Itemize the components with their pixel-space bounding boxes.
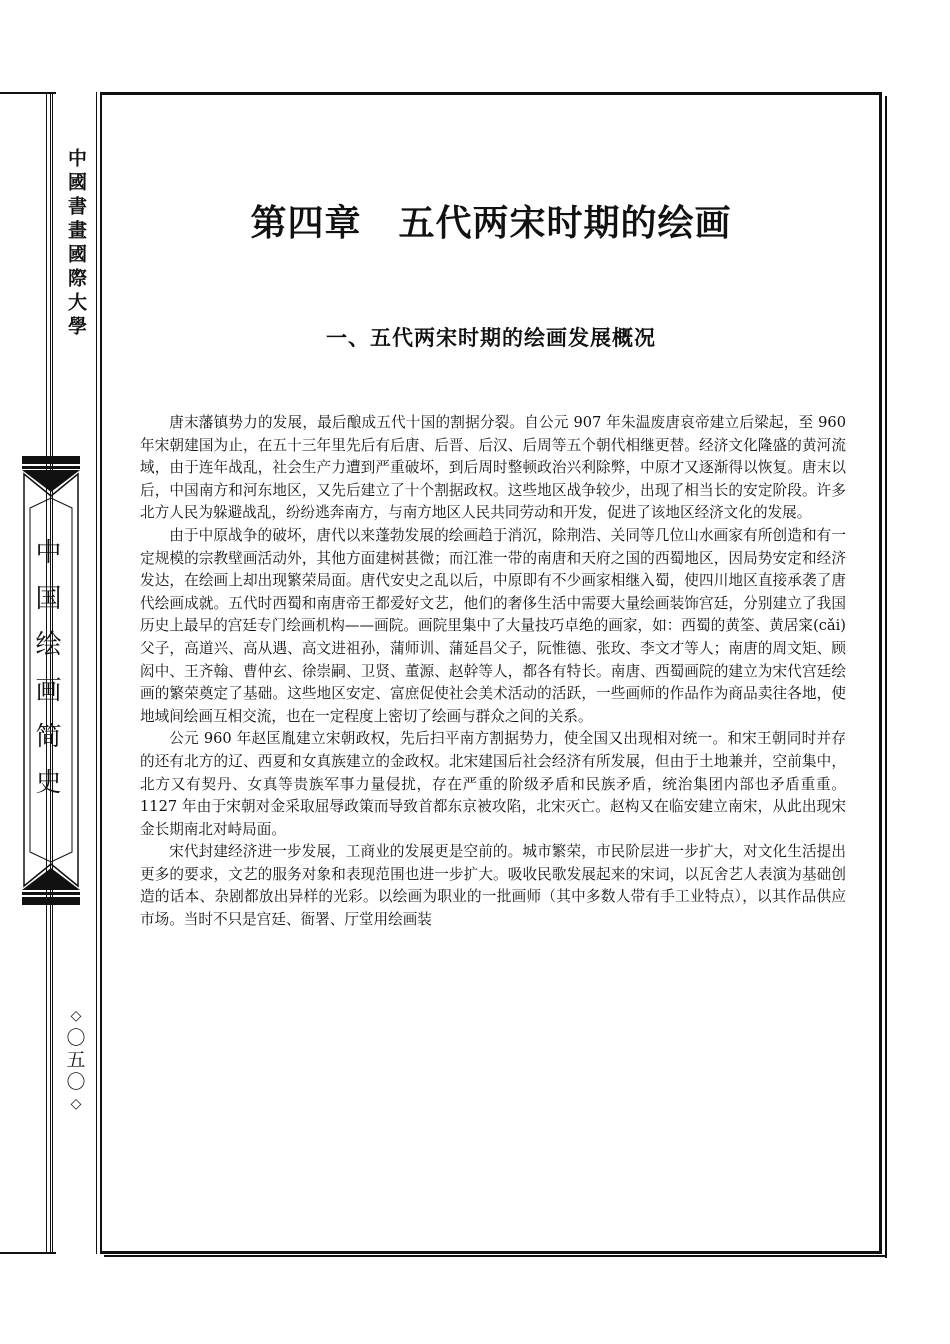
section-title: 一、五代两宋时期的绘画发展概况 xyxy=(326,326,656,350)
page-number-digit-1: 〇 xyxy=(66,1027,86,1049)
frame-shadow-bottom xyxy=(104,1255,887,1257)
frame-shadow-right xyxy=(885,96,887,1258)
page-number-digit-3: 〇 xyxy=(66,1071,86,1093)
panel-bottom-bar-thin xyxy=(22,892,80,895)
page-number-ornament-top: ◇ xyxy=(70,1008,82,1024)
frame-left-rule xyxy=(100,92,102,1254)
paragraph: 公元 960 年赵匡胤建立宋朝政权，先后扫平南方割据势力，使全国又出现相对统一。和宋王朝同时并存的还有北方的辽、西夏和女真族建立的金政权。北宋建国后社会经济有所发展，但由于土地兼并，空前集中，北方又有契丹、女真等贵族军事力量侵扰，存在严重的阶级矛盾和民族矛盾，统治集团内部也矛盾重重。1127 年由于宋朝对金采取屈辱政策而导致首都东京被攻陷，北宋灭亡。赵构又在临安建立南宋，从此出现宋金长期南北对峙局面。 xyxy=(140,730,846,838)
margin-rule-4 xyxy=(96,92,97,1254)
university-name: 中國書畫國際大學 xyxy=(65,148,87,340)
panel-top-bar xyxy=(22,456,80,464)
page-number xyxy=(60,1005,92,1115)
chapter-title: 第四章 五代两宋时期的绘画 xyxy=(250,202,732,244)
book-title: 中国绘画简史 xyxy=(31,538,61,814)
panel-bottom-bar xyxy=(22,897,80,905)
panel-top-bar-thin xyxy=(22,466,80,469)
paragraph: 唐末藩镇势力的发展，最后酿成五代十国的割据分裂。自公元 907 年朱温废唐哀帝建立后梁起，至 960 年宋朝建国为止，在五十三年里先后有后唐、后晋、后汉、后周等五个朝代相继更替。经济文化隆盛的黄河流域，由于连年战乱，社会生产力遭到严重破坏，到后周时整顿政治兴利除弊，中原才又逐渐得以恢复。唐末以后，中国南方和河东地区，又先后建立了十个割据政权。这些地区战争较少，出现了相当长的安定阶段。许多北方人民为躲避战乱，纷纷逃奔南方，与南方地区人民共同劳动和开发，促进了该地区经济文化的发展。 xyxy=(140,414,846,522)
page-number-ornament-bottom: ◇ xyxy=(70,1096,82,1112)
body-text xyxy=(140,412,846,932)
paragraph: 由于中原战争的破坏，唐代以来蓬勃发展的绘画趋于消沉，除荆浩、关同等几位山水画家有所创造和有一定规模的宗教壁画活动外，其他方面建树甚微；而江淮一带的南唐和天府之国的西蜀地区，因局势安定和经济发达，在绘画上却出现繁荣局面。唐代安史之乱以后，中原即有不少画家相继入蜀，使四川地区直接承袭了唐代绘画成就。五代时西蜀和南唐帝王都爱好文艺，他们的奢侈生活中需要大量绘画装饰宫廷，分别建立了我国历史上最早的宫廷专门绘画机构——画院。画院里集中了大量技巧卓绝的画家，如：西蜀的黄筌、黄居寀(cǎi)父子，高道兴、高从遇、高文进祖孙，蒲师训、蒲延昌父子，阮惟德、张玫、李文才等人；南唐的周文矩、顾闳中、王齐翰、曹仲玄、徐崇嗣、卫贤、董源、赵幹等人，都各有特长。南唐、西蜀画院的建立为宋代宫廷绘画的繁荣奠定了基础。这些地区安定、富庶促使社会美术活动的活跃，一些画师的作品作为商品卖往各地，使地域间绘画互相交流，也在一定程度上密切了绘画与群众之间的关系。 xyxy=(140,526,846,725)
page-number-digit-2: 五 xyxy=(66,1049,86,1071)
paragraph: 宋代封建经济进一步发展，工商业的发展更是空前的。城市繁荣，市民阶层进一步扩大，对文化生活提出更多的要求，文艺的服务对象和表现范围也进一步扩大。吸收民歌发展起来的宋词，以瓦舍艺人表演为基础创造的话本、杂剧都放出异样的光彩。以绘画为职业的一批画师（其中多数人带有手工业特点），以其作品供应市场。当时不只是宫廷、衙署、厅堂用绘画装 xyxy=(140,843,846,929)
